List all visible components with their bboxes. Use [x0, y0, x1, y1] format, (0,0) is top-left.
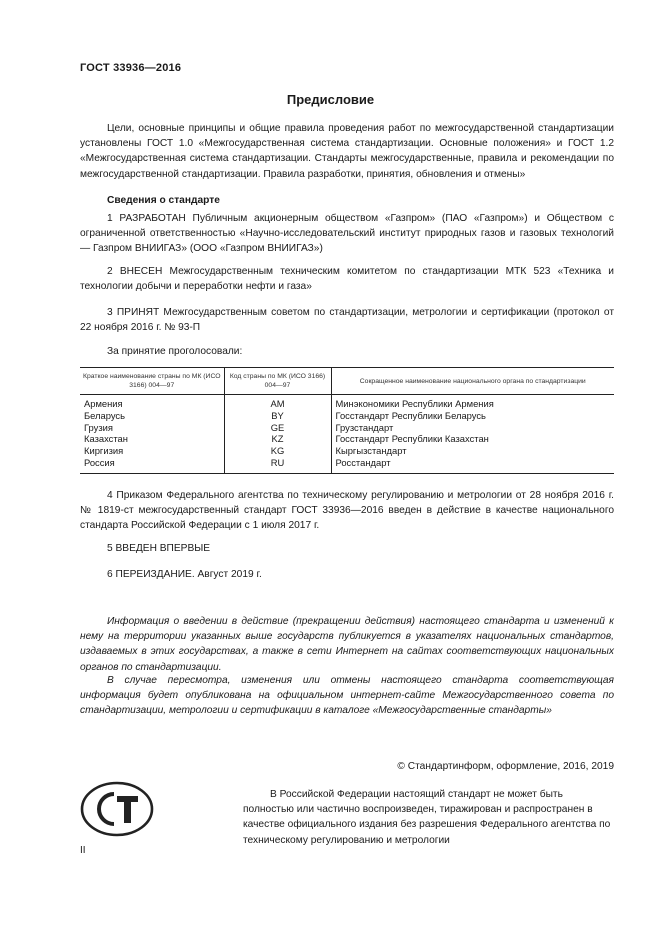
item-2-submitted: 2 ВНЕСЕН Межгосударственным техническим комитетом по стандартизации МТК 523 «Техника и технологии добычи и переработки нефти и газа» [80, 266, 614, 293]
country-name: Армения [84, 398, 123, 409]
country-code: KG [224, 445, 331, 457]
table-row [80, 410, 614, 422]
national-body: Госстандарт Республики Беларусь [331, 410, 614, 422]
section-heading: Сведения о стандарте [107, 195, 220, 206]
page-number: II [80, 845, 86, 856]
note-enactment-info: Информация о введении в действие (прекращении действия) настоящего стандарта и изменений к нему на территории указанных выше государств публикуется в указателях национальных стандартов, издаваемых в этих государствах, а также в сети Интернет на сайтах соответствующих национальных органов по стандартизации. [80, 616, 614, 673]
voting-states-table [80, 367, 614, 474]
table-row [80, 457, 614, 473]
note-revision-info: В случае пересмотра, изменения или отмены настоящего стандарта соответствующая информация будет опубликована на официальном интернет-сайте Межгосударственного совета по стандартизации, метрологии и сертификации в каталоге «Межгосударственные стандарты» [80, 675, 614, 717]
country-code: KZ [224, 433, 331, 445]
page-title: Предисловие [286, 92, 375, 107]
country-name: Беларусь [84, 409, 126, 421]
national-body: Кыргызстандарт [331, 445, 614, 457]
gost-certification-mark-icon [80, 781, 154, 837]
item-4-order: 4 Приказом Федерального агентства по техническому регулированию и метрологии от 28 ноября 2016 г. № 1819-ст межгосударственный стандарт ГОСТ 33936—2016 введен в действие в качестве национального стандарта Российской Федерации с 1 июля 2017 г. [80, 490, 614, 532]
country-name: Грузия [84, 421, 113, 433]
table-row [80, 422, 614, 434]
voted-label: За принятие проголосовали: [107, 346, 243, 357]
national-body: Росстандарт [331, 457, 614, 473]
country-name: Киргизия [84, 445, 124, 457]
table-row [80, 433, 614, 445]
item-1-developed: 1 РАЗРАБОТАН Публичным акционерным обществом «Газпром» (ПАО «Газпром») и Обществом с ограниченной ответственностью «Научно-исследовательский институт природных газов и газовых технологий — Газпром ВНИИГАЗ» (ООО «Газпром ВНИИГАЗ») [80, 213, 614, 255]
national-body: Госстандарт Республики Казахстан [331, 433, 614, 445]
header-national-body: Сокращенное наименование национального органа по стандартизации [331, 368, 614, 395]
country-code: AM [224, 395, 331, 410]
item-6-reissue: 6 ПЕРЕИЗДАНИЕ. Август 2019 г. [107, 569, 262, 580]
table-row [80, 395, 614, 410]
intro-paragraph: Цели, основные принципы и общие правила проведения работ по межгосударственной стандартизации установлены ГОСТ 1.0 «Межгосударственная система стандартизации. Основные положения» и ГОСТ 1.2 «Межгосударственная система стандартизации. Стандарты межгосударственные, правила и рекомендации по межгосударственной стандартизации. Правила разработки, принятия, обновления и отмены» [80, 123, 614, 180]
item-3-adopted: 3 ПРИНЯТ Межгосударственным советом по стандартизации, метрологии и сертификации (протокол от 22 ноября 2016 г. № 93-П [80, 307, 614, 334]
table-row [80, 445, 614, 457]
copyright-line: © Стандартинформ, оформление, 2016, 2019 [397, 761, 614, 772]
header-country-name: Краткое наименование страны по МК (ИСО 3166) 004—97 [80, 368, 224, 395]
national-body: Грузстандарт [331, 422, 614, 434]
item-5-introduced: 5 ВВЕДЕН ВПЕРВЫЕ [107, 543, 211, 554]
country-name: Казахстан [84, 433, 128, 445]
header-country-code: Код страны по МК (ИСО 3166) 004—97 [224, 368, 331, 395]
national-body: Минэкономики Республики Армения [331, 395, 614, 410]
legal-notice: В Российской Федерации настоящий стандарт не может быть полностью или частично воспроизведен, тиражирован и распространен в качестве официального издания без разрешения Федерального агентства по техническому регулированию и метрологии [243, 789, 611, 846]
country-code: BY [224, 410, 331, 422]
country-code: GE [224, 422, 331, 434]
standard-id: ГОСТ 33936—2016 [80, 62, 182, 74]
country-code: RU [224, 457, 331, 473]
country-name: Россия [80, 457, 224, 473]
